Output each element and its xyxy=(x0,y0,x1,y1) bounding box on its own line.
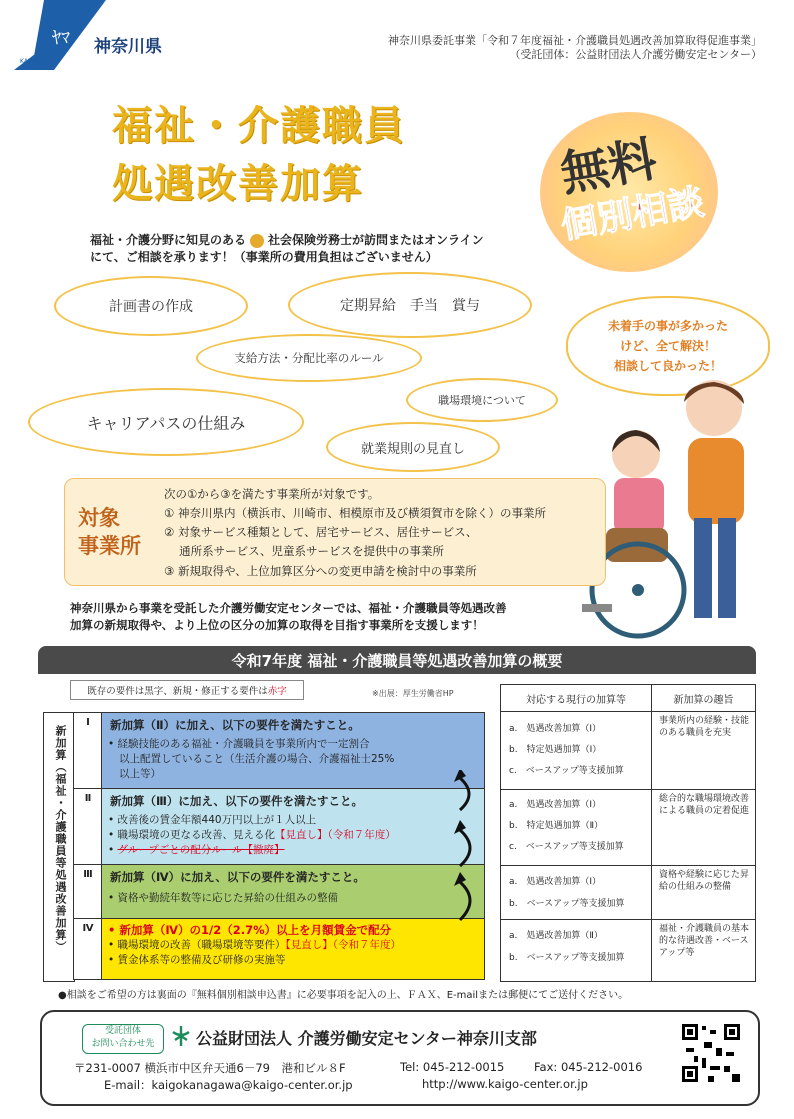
tag-line1: 受託団体 xyxy=(104,1026,141,1036)
qr-code-icon[interactable] xyxy=(680,1022,742,1084)
row-item-text: 資格や勤続年数等に応じた昇給の仕組みの整備 xyxy=(117,892,339,904)
row-number xyxy=(73,712,103,790)
cloud-rules-review xyxy=(326,422,500,472)
intro-line1a: 福祉・介護分野に知見のある xyxy=(90,233,247,247)
row-item-red: 【見直し】（令和７年度） xyxy=(285,939,402,951)
row-item-text: 経験技能のある福祉・介護職員を事業所内で一定割合 xyxy=(117,738,370,750)
current-item: a. 処遇改善加算（Ⅱ） xyxy=(509,931,603,941)
current-list-3 xyxy=(509,871,625,915)
address: 〒231-0007 横浜市中区弁天通6－79 港和ビル８F xyxy=(74,1061,346,1075)
cloud-environment xyxy=(406,378,558,422)
row-title: 新加算（Ⅳ）の1/2（2.7%）以上を月額賃金で配分 xyxy=(119,923,392,937)
application-note: ●相談をご希望の方は裏面の『無料個別相談申込書』に必要事項を記入の上、ＦＡＸ、E-mailまたは郵便にてご送付ください。 xyxy=(58,990,629,1001)
row-item: • 賃金体系等の整備及び研修の実施等 xyxy=(108,954,286,966)
website-link[interactable]: http://www.kaigo-center.or.jp xyxy=(422,1077,588,1091)
current-list-1 xyxy=(509,719,624,782)
cloud-label: 支給方法・分配比率のルール xyxy=(234,351,384,365)
current-item: a. 処遇改善加算（Ⅰ） xyxy=(509,724,602,734)
speech-line: 未着手の事が多かった xyxy=(607,319,728,333)
target-line: ① 神奈川県内（横浜市、川崎市、相模原市及び横須賀市を除く）の事業所 xyxy=(164,506,546,520)
target-line: 次の①から③を満たす事業所が対象です。 xyxy=(164,487,380,501)
cloud-label: 職場環境について xyxy=(438,394,526,407)
row-number xyxy=(73,788,103,866)
legend-text: 既存の要件は黒字、新規・修正する要件は xyxy=(87,686,268,697)
row-number xyxy=(73,864,103,920)
center-logo-icon xyxy=(170,1024,192,1048)
row-item-text: 改善後の賃金年額440万円以上が１人以上 xyxy=(117,814,317,826)
title-line1: 福祉・介護職員 xyxy=(112,103,406,149)
org-name: 公益財団法人 介護労働安定センター神奈川支部 xyxy=(196,1029,537,1048)
row-title: 新加算（Ⅱ）に加え、以下の要件を満たすこと。 xyxy=(110,718,360,732)
email-link[interactable]: E-mail：kaigokanagawa@kaigo-center.or.jp xyxy=(104,1078,353,1092)
intro-text xyxy=(90,232,540,266)
current-list-2 xyxy=(509,795,624,858)
cloud-label: 就業規則の見直し xyxy=(360,441,465,457)
row-item: • 経験技能のある福祉・介護職員を事業所内で一定割合 xyxy=(108,738,370,750)
row-item-red: 【見直し】（令和７年度） xyxy=(275,829,396,841)
target-line: ② 対象サービス種類として、居宅サービス、居住サービス、 xyxy=(164,525,478,539)
cloud-label: 定期昇給 手当 賞与 xyxy=(340,298,480,314)
contractor-text: （受託団体：公益財団法人介護労働安定センター） xyxy=(509,48,762,61)
support-line1: 神奈川県から事業を受託した介護労働安定センターでは、福祉・介護職員等処遇改善 xyxy=(70,601,507,615)
free-text: 無料 xyxy=(556,131,661,203)
tel: Tel: 045-212-0015 xyxy=(400,1060,505,1074)
support-text xyxy=(70,600,570,634)
logo-sub: KANAGAWA xyxy=(20,58,55,65)
commission-text: 神奈川県委託事業「令和７年度福祉・介護職員処遇改善加算取得促進事業」 xyxy=(388,34,762,47)
overview-title-bar: 令和7年度 福祉・介護職員等処遇改善加算の概要 xyxy=(38,646,756,674)
row-item-struck: グループごとの配分ルール【撤廃】 xyxy=(117,844,285,856)
row-items xyxy=(108,813,396,858)
current-item: b. 特定処遇加算（Ⅱ） xyxy=(509,821,604,831)
legend-note xyxy=(70,680,304,700)
row-number-text: Ⅱ xyxy=(84,793,92,804)
current-item: a. 処遇改善加算（Ⅰ） xyxy=(509,800,602,810)
row-item: • 職場環境の改善（職場環境等要件）【見直し】（令和７年度） xyxy=(108,939,402,951)
legend-red-text: 赤字 xyxy=(267,686,287,697)
row-item: • グループごとの配分ルール【撤廃】 xyxy=(108,844,285,856)
purpose-2: 総合的な職場環境改善による職員の定着促進 xyxy=(659,794,750,816)
row-title: 新加算（Ⅳ）に加え、以下の要件を満たすこと。 xyxy=(110,870,365,884)
speech-line: けど、全て解決！ xyxy=(619,339,716,353)
row-item-text: 以上配置していること（生活介護の場合、介護福祉士25% xyxy=(119,753,395,765)
tag-line2: お問い合わせ先 xyxy=(91,1039,155,1049)
row-item: • 職場環境の更なる改善、見える化【見直し】（令和７年度） xyxy=(108,829,396,841)
target-label xyxy=(78,504,141,560)
cloud-plan xyxy=(54,276,248,336)
target-label1: 対象 xyxy=(78,506,120,530)
logo-text: 神奈川県 xyxy=(94,37,162,57)
purpose-3: 資格や経験に応じた昇給の仕組みの整備 xyxy=(659,870,750,892)
row-items xyxy=(108,923,401,968)
fax: Fax: 045-212-0016 xyxy=(534,1060,643,1074)
vertical-label: 新加算（福祉・介護職員等処遇改善加算） xyxy=(54,725,67,953)
consult-text: 個別相談 xyxy=(558,181,708,248)
current-item: c. ベースアップ等支援加算 xyxy=(509,766,624,776)
cloud-career xyxy=(28,388,304,456)
vertical-label-box xyxy=(43,712,75,982)
row-item: • 新加算（Ⅳ）の1/2（2.7%）以上を月額賃金で配分 xyxy=(108,923,392,937)
row-items xyxy=(108,737,394,782)
upgrade-arrows-icon xyxy=(420,770,480,930)
col-header-current: 対応する現行の加算等 xyxy=(501,685,652,712)
title-line2: 処遇改善加算 xyxy=(112,161,364,207)
row-item-text: 賃金体系等の整備及び研修の実施等 xyxy=(117,954,286,966)
current-list-4 xyxy=(509,925,625,969)
row-item-text: 以上等） xyxy=(119,768,161,780)
current-item: c. ベースアップ等支援加算 xyxy=(509,842,624,852)
cloud-salary xyxy=(288,272,532,338)
svg-text:ﾔﾏ: ﾔﾏ xyxy=(52,28,70,49)
current-item: b. ベースアップ等支援加算 xyxy=(509,899,625,909)
row-items xyxy=(108,891,338,906)
purpose-4: 福祉・介護職員の基本的な待遇改善・ベースアップ等 xyxy=(659,924,750,958)
sharoushi-badge-icon xyxy=(250,234,264,248)
cloud-label: 計画書の作成 xyxy=(109,299,193,315)
target-line: 通所系サービス、児童系サービスを提供中の事業所 xyxy=(164,544,444,558)
row-item-text: 職場環境の改善（職場環境等要件） xyxy=(117,939,286,951)
current-addition-table xyxy=(500,684,756,982)
target-line: ③ 新規取得や、上位加算区分への変更申請を検討中の事業所 xyxy=(164,564,477,578)
source-note: ※出展：厚生労働省HP xyxy=(372,689,454,698)
row-number xyxy=(73,918,103,980)
current-item: b. 特定処遇加算（Ⅰ） xyxy=(509,745,602,755)
support-line2: 加算の新規取得や、より上位の区分の加算の取得を目指す事業所を支援します！ xyxy=(70,618,484,632)
row-number-text: Ⅳ xyxy=(82,923,94,934)
speech-line: 相談して良かった！ xyxy=(613,359,722,373)
current-item: a. 処遇改善加算（Ⅰ） xyxy=(509,877,602,887)
cloud-rules xyxy=(196,334,422,382)
row-item-text: 職場環境の更なる改善、見える化 xyxy=(117,829,276,841)
current-item: b. ベースアップ等支援加算 xyxy=(509,953,625,963)
cloud-label: キャリアパスの仕組み xyxy=(86,413,246,433)
purpose-1: 事業所内の経験・技能のある職員を充実 xyxy=(659,716,750,738)
contact-tag xyxy=(82,1024,164,1054)
row-title: 新加算（Ⅲ）に加え、以下の要件を満たすこと。 xyxy=(110,794,364,808)
col-header-purpose: 新加算の趣旨 xyxy=(652,685,755,712)
row-item: • 改善後の賃金年額440万円以上が１人以上 xyxy=(108,814,317,826)
intro-line1b: 社会保険労務士が訪問またはオンライン xyxy=(268,233,484,247)
row-number-text: Ⅲ xyxy=(83,869,93,880)
row-number-text: Ⅰ xyxy=(86,717,90,728)
target-label2: 事業所 xyxy=(78,534,141,558)
row-item: • 資格や勤続年数等に応じた昇給の仕組みの整備 xyxy=(108,892,339,904)
intro-line2: にて、ご相談を承ります！（事業所の費用負担はございません） xyxy=(90,250,438,264)
